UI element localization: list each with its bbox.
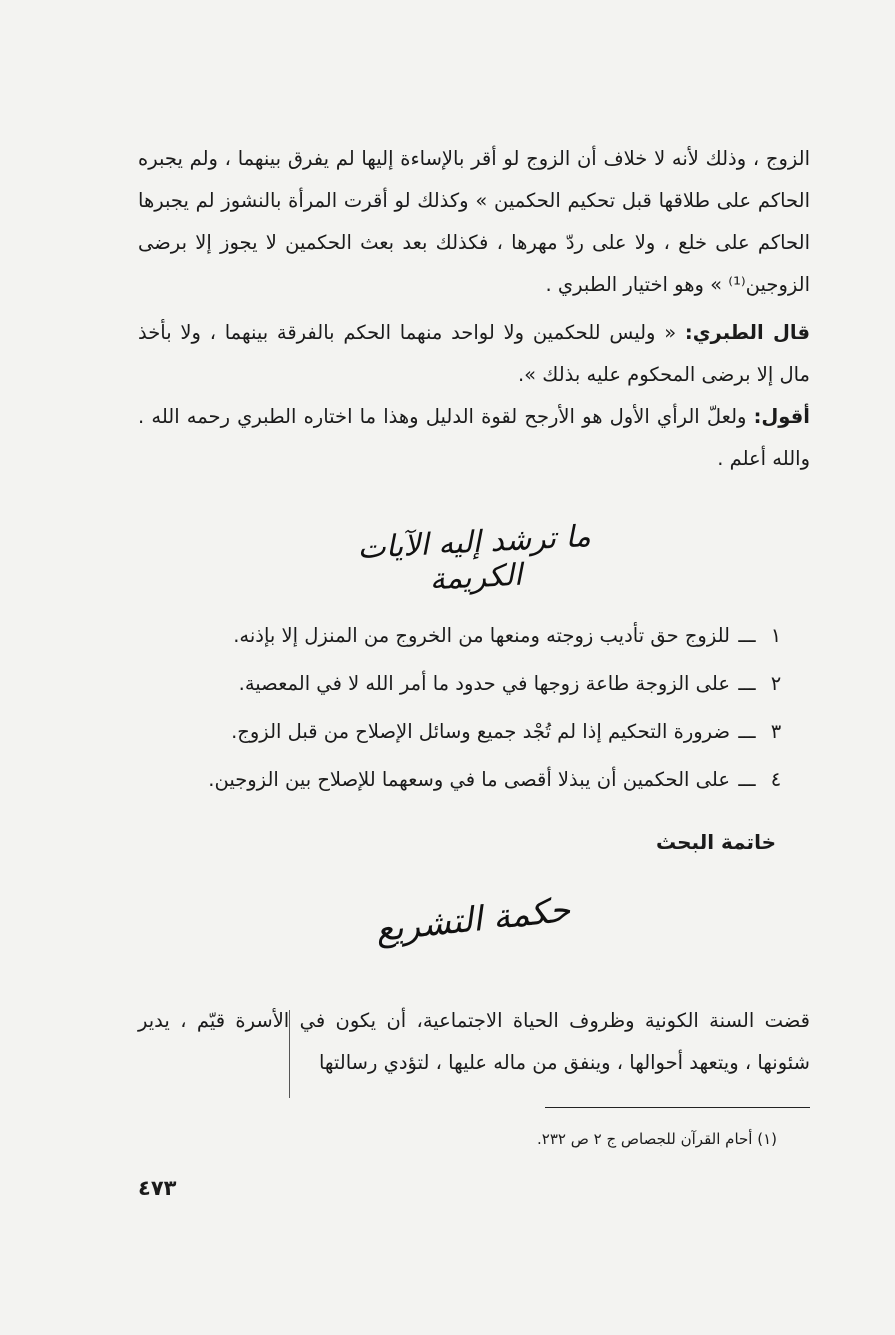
list-item (138, 660, 788, 708)
paragraph-text: قضت السنة الكونية وظروف الحياة الاجتماعية، أن يكون في الأسرة قيّم ، يدير شئونها ، ويتعهد أحوالها ، وينفق من ماله عليها ، لتؤدي رسالتها (138, 1009, 810, 1074)
list-item-number: ٤ (770, 768, 782, 791)
list-item-number: ١ (770, 624, 782, 647)
text-cursor-line (289, 1010, 290, 1098)
paragraph-family-guardian (138, 1000, 810, 1084)
subheading-conclusion: خاتمة البحث (655, 830, 776, 854)
page-number: ٤٧٣ (138, 1176, 177, 1200)
paragraph-tabari-quote (138, 312, 810, 396)
guidance-list (138, 612, 788, 804)
paragraph-text: الزوج ، وذلك لأنه لا خلاف أن الزوج لو أقر بالإساءة إليها لم يفرق بينهما ، ولم يجبره الحاكم على طلاقها قبل تحكيم الحكمين » وكذلك لو أقرت المرأة بالنشوز لم يجبرها الحاكم على خلع ، ولا على ردّ مهرها ، فكذلك بعد بعث الحكمين لا يجوز إلا برضى الزوجين⁽¹⁾ » وهو اختيار الطبري . (138, 147, 810, 296)
footnote-separator (545, 1107, 810, 1108)
list-item-number: ٢ (770, 672, 782, 695)
list-item-dash: ـــ (738, 672, 756, 695)
list-item-dash: ـــ (738, 720, 756, 743)
list-item-dash: ـــ (738, 624, 756, 647)
paragraph-lead: أقول: (753, 405, 810, 428)
paragraph-text: « وليس للحكمين ولا لواحد منهما الحكم بالفرقة بينهما ، ولا بأخذ مال إلا برضى المحكوم عليه بذلك ». (138, 321, 810, 386)
section-heading-guidance: ما ترشد إليه الآيات الكريمة (356, 518, 592, 598)
paragraph-husband-consent (138, 138, 810, 306)
list-item-text: ضرورة التحكيم إذا لم تُجْد جميع وسائل الإصلاح من قبل الزوج. (231, 720, 730, 743)
footnote: (١) أحام القرآن للجصاص ج ٢ ص ٢٣٢. (537, 1130, 777, 1148)
list-item-text: على الحكمين أن يبذلا أقصى ما في وسعهما للإصلاح بين الزوجين. (208, 768, 730, 791)
paragraph-lead: قال الطبري: (684, 321, 811, 344)
list-item-dash: ـــ (738, 768, 756, 791)
list-item (138, 708, 788, 756)
list-item (138, 756, 788, 804)
paragraph-text: ولعلّ الرأي الأول هو الأرجح لقوة الدليل وهذا ما اختاره الطبري رحمه الله . والله أعلم . (138, 405, 810, 470)
list-item-text: للزوج حق تأديب زوجته ومنعها من الخروج من المنزل إلا بإذنه. (233, 624, 730, 647)
list-item (138, 612, 788, 660)
list-item-text: على الزوجة طاعة زوجها في حدود ما أمر الله لا في المعصية. (238, 672, 730, 695)
list-item-number: ٣ (770, 720, 782, 743)
paragraph-author-opinion (138, 396, 810, 480)
section-heading-wisdom: حكمة التشريع (373, 889, 573, 951)
